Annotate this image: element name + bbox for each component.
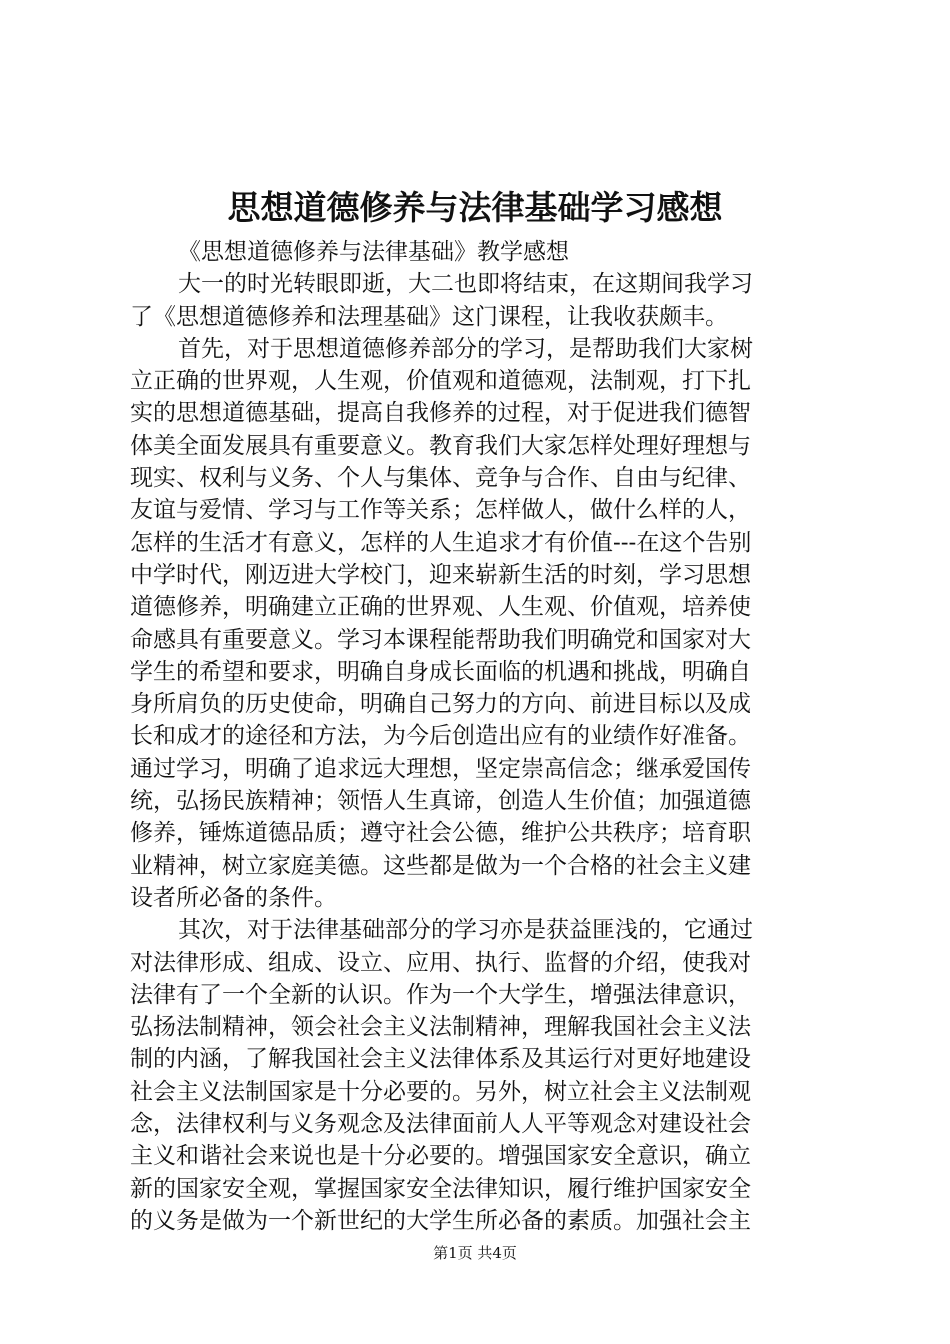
body-line: 命感具有重要意义。学习本课程能帮助我们明确党和国家对大 xyxy=(130,626,751,653)
body-line: 长和成才的途径和方法，为今后创造出应有的业绩作好准备。 xyxy=(130,723,751,750)
body-line: 法律有了一个全新的认识。作为一个大学生，增强法律意识， xyxy=(130,981,751,1008)
body-line: 身所肩负的历史使命，明确自己努力的方向、前进目标以及成 xyxy=(130,691,751,718)
body-line: 其次，对于法律基础部分的学习亦是获益匪浅的，它通过 xyxy=(178,917,753,944)
body-line: 了《思想道德修养和法理基础》这门课程，让我收获颇丰。 xyxy=(130,303,728,330)
body-line: 立正确的世界观，人生观，价值观和道德观，法制观，打下扎 xyxy=(130,368,751,395)
body-line: 主义和谐社会来说也是十分必要的。增强国家安全意识，确立 xyxy=(130,1143,751,1170)
body-line: 体美全面发展具有重要意义。教育我们大家怎样处理好理想与 xyxy=(130,432,751,459)
body-line: 首先，对于思想道德修养部分的学习，是帮助我们大家树 xyxy=(178,335,753,362)
document-title: 思想道德修养与法律基础学习感想 xyxy=(227,188,723,227)
body-line: 弘扬法制精神，领会社会主义法制精神，理解我国社会主义法 xyxy=(130,1014,751,1041)
body-line: 新的国家安全观，掌握国家安全法律知识，履行维护国家安全 xyxy=(130,1175,751,1202)
body-line: 大一的时光转眼即逝，大二也即将结束，在这期间我学习 xyxy=(178,271,753,298)
body-line: 友谊与爱情、学习与工作等关系；怎样做人，做什么样的人， xyxy=(130,497,751,524)
body-line: 念，法律权利与义务观念及法律面前人人平等观念对建设社会 xyxy=(130,1111,751,1138)
body-line: 统，弘扬民族精神；领悟人生真谛，创造人生价值；加强道德 xyxy=(130,788,751,815)
body-line: 社会主义法制国家是十分必要的。另外，树立社会主义法制观 xyxy=(130,1078,751,1105)
body-line: 设者所必备的条件。 xyxy=(130,884,337,911)
body-line: 修养，锤炼道德品质；遵守社会公德，维护公共秩序；培育职 xyxy=(130,820,751,847)
body-line: 道德修养，明确建立正确的世界观、人生观、价值观，培养使 xyxy=(130,594,751,621)
body-line: 怎样的生活才有意义，怎样的人生追求才有价值---在这个告别 xyxy=(130,529,752,556)
body-line: 的义务是做为一个新世纪的大学生所必备的素质。加强社会主 xyxy=(130,1207,751,1234)
body-line: 《思想道德修养与法律基础》教学感想 xyxy=(178,239,569,265)
document-body xyxy=(130,236,830,1237)
body-line: 业精神，树立家庭美德。这些都是做为一个合格的社会主义建 xyxy=(130,852,751,879)
body-line: 中学时代，刚迈进大学校门，迎来崭新生活的时刻，学习思想 xyxy=(130,561,751,588)
body-line: 现实、权利与义务、个人与集体、竞争与合作、自由与纪律、 xyxy=(130,465,751,492)
body-line: 对法律形成、组成、设立、应用、执行、监督的介绍，使我对 xyxy=(130,949,751,976)
body-line: 制的内涵，了解我国社会主义法律体系及其运行对更好地建设 xyxy=(130,1046,751,1073)
body-line: 实的思想道德基础，提高自我修养的过程，对于促进我们德智 xyxy=(130,400,751,427)
page-footer: 第1页 共4页 xyxy=(433,1244,517,1262)
body-line: 通过学习，明确了追求远大理想，坚定崇高信念；继承爱国传 xyxy=(130,755,751,782)
body-line: 学生的希望和要求，明确自身成长面临的机遇和挑战，明确自 xyxy=(130,658,751,685)
